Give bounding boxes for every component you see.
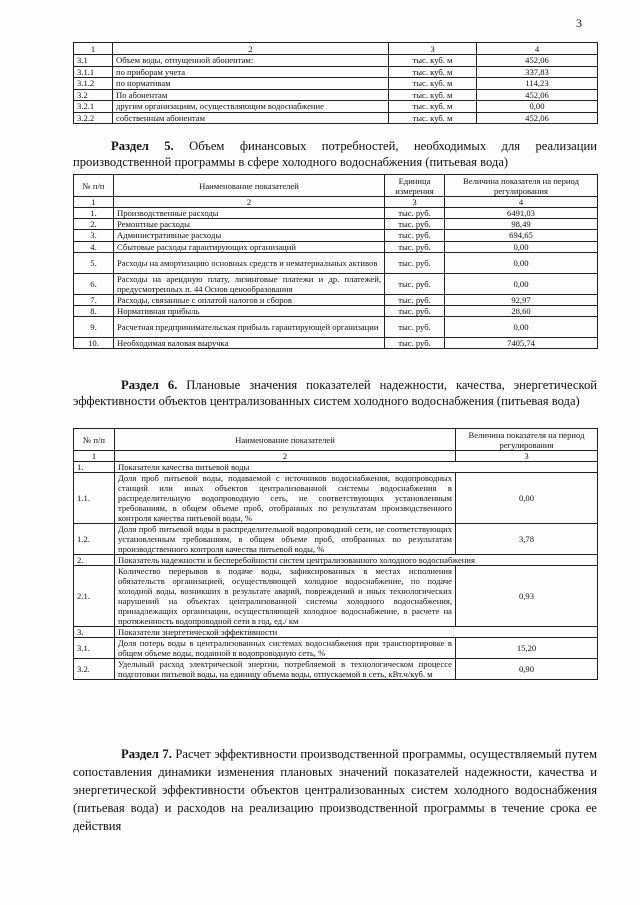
table-row (74, 273, 598, 294)
table-cell: Доля потерь воды в централизованных системах водоснабжения при транспортировке в общем объеме воды, поданной в водопроводную сеть, % (115, 638, 456, 659)
table-cell: Административные расходы (114, 230, 385, 241)
table-cell: 3,78 (456, 524, 598, 555)
table-cell: Количество перерывов в подаче воды, зафиксированных в местах исполнения обязательств организацией, осуществляющей холодное водоснабжение, по подаче холодной воды, возникших в результате аварий, повреждений и иных технологических нарушений на объектах централизованной системы холодного водоснабжения, принадлежащих организации, осуществляющей холодное водоснабжение, в расчете на протяженность водопроводной сети в год, ед./ км (115, 566, 456, 627)
table-row (74, 112, 598, 124)
table-cell: Единица измерения (385, 175, 445, 197)
table-cell: 7405,74 (445, 338, 598, 349)
table-cell: 1 (74, 197, 114, 208)
table-cell: 3 (456, 451, 598, 462)
table-cell: 4 (477, 43, 598, 55)
table-cell: 0,00 (445, 252, 598, 273)
table-cell: 452,06 (477, 55, 598, 67)
table-row (74, 197, 598, 208)
table-row (74, 78, 598, 90)
table-row (74, 89, 598, 101)
table-cell: 3.1. (74, 638, 115, 659)
table-cell: 15,20 (456, 638, 598, 659)
table-row (74, 659, 598, 680)
table-cell: тыс. куб. м (389, 89, 477, 101)
table-cell: тыс. руб. (385, 294, 445, 305)
table-row (74, 566, 598, 627)
table-cell: Показатели энергетической эффективности (115, 627, 598, 638)
table-row (74, 451, 598, 462)
table-cell: 2 (115, 451, 456, 462)
table-cell: 3.1.1 (74, 66, 113, 78)
table-cell: 1.2. (74, 524, 115, 555)
reliability-indicators-table (73, 428, 598, 680)
table-row (74, 219, 598, 230)
table-row (74, 462, 598, 473)
table-row (74, 555, 598, 566)
water-volume-table (73, 42, 598, 124)
table-cell: собственным абонентам (113, 112, 389, 124)
table-cell: Ремонтные расходы (114, 219, 385, 230)
table-cell: тыс. руб. (385, 241, 445, 252)
table-cell: 2. (74, 219, 114, 230)
table-row (74, 252, 598, 273)
table-cell: Расходы на арендную плату, лизинговые платежи и др. платежей, предусмотренных п. 44 Основ ценообразования (114, 273, 385, 294)
table-cell: Наименование показателей (115, 429, 456, 451)
table-row (74, 524, 598, 555)
table-cell: тыс. руб. (385, 317, 445, 338)
table-cell: Удельный расход электрической энергии, потребляемой в технологическом процессе подготовки питьевой воды, на единицу объема воды, отпускаемой в сеть, кВт.ч/куб. м (115, 659, 456, 680)
table-cell: 5. (74, 252, 114, 273)
table-cell: тыс. руб. (385, 273, 445, 294)
table-cell: 0,90 (456, 659, 598, 680)
table-cell: Необходимая валовая выручка (114, 338, 385, 349)
table-cell: № п/п (74, 175, 114, 197)
section5-heading: Раздел 5. Объем финансовых потребностей, необходимых для реализации производственной программы в сфере холодного водоснабжения (питьевая вода) (73, 139, 597, 169)
table-cell: 3.2.1 (74, 101, 113, 113)
table-cell: 4. (74, 241, 114, 252)
table-cell: 98,49 (445, 219, 598, 230)
table-cell: 3.2. (74, 659, 115, 680)
table-cell: 3 (385, 197, 445, 208)
table-cell: Расчетная предпринимательская прибыль гарантирующей организации (114, 317, 385, 338)
table-cell: тыс. руб. (385, 219, 445, 230)
table-row (74, 294, 598, 305)
table-cell: Расходы, связанные с оплатой налогов и сборов (114, 294, 385, 305)
table-cell: тыс. руб. (385, 338, 445, 349)
table-cell: 1. (74, 462, 115, 473)
table-cell: Величина показателя на период регулирования (456, 429, 598, 451)
table-cell: 2 (113, 43, 389, 55)
table-row (74, 175, 598, 197)
table-cell: 1.1. (74, 473, 115, 524)
table-cell: 3. (74, 627, 115, 638)
table-cell: 2 (114, 197, 385, 208)
table-cell: 0,00 (445, 241, 598, 252)
table-cell: тыс. руб. (385, 305, 445, 316)
table-cell: Сбытовые расходы гарантирующих организаций (114, 241, 385, 252)
table-cell: 10. (74, 338, 114, 349)
table-row (74, 627, 598, 638)
table-cell: тыс. руб. (385, 208, 445, 219)
financial-needs-table (73, 174, 598, 349)
table-cell: Расходы на амортизацию основных средств и нематериальных активов (114, 252, 385, 273)
table-row (74, 241, 598, 252)
table-cell: 3. (74, 230, 114, 241)
table-cell: тыс. руб. (385, 230, 445, 241)
table-row (74, 230, 598, 241)
table-cell: 694,65 (445, 230, 598, 241)
table-row (74, 305, 598, 316)
table-row (74, 55, 598, 67)
table-cell: 2.1. (74, 566, 115, 627)
table-cell: 3 (389, 43, 477, 55)
table-cell: тыс. куб. м (389, 101, 477, 113)
table-cell: 28,60 (445, 305, 598, 316)
table-cell: тыс. куб. м (389, 112, 477, 124)
table-cell: 0,00 (445, 317, 598, 338)
table-cell: 0,93 (456, 566, 598, 627)
table-row (74, 66, 598, 78)
table-cell: 2. (74, 555, 115, 566)
table-cell: 0,00 (456, 473, 598, 524)
table-row (74, 429, 598, 451)
table-cell: 92,97 (445, 294, 598, 305)
table-row (74, 338, 598, 349)
table-cell: Доля проб питьевой воды в распределительной водопроводной сети, не соответствующих установленным требованиям, в общем объеме проб, отобранных по результатам производственного контроля качества питьевой воды, % (115, 524, 456, 555)
table-cell: 452,06 (477, 112, 598, 124)
table-cell: по приборам учета (113, 66, 389, 78)
table-cell: тыс. куб. м (389, 55, 477, 67)
table-row (74, 473, 598, 524)
table-row (74, 638, 598, 659)
table-cell: 8. (74, 305, 114, 316)
table-cell: тыс. куб. м (389, 66, 477, 78)
table-cell: Показатели качества питьевой воды (115, 462, 598, 473)
table-cell: По абонентам (113, 89, 389, 101)
table-row (74, 208, 598, 219)
section7-heading: Раздел 7. Расчет эффективности производственной программы, осуществляемый путем сопоставления динамики изменения плановых значений показателей надежности, качества и энергетической эффективности объектов централизованных систем холодного водоснабжения (питьевая вода) и расходов на реализацию производственной программы в течение срока ее действия (73, 747, 597, 833)
table-cell: по нормативам (113, 78, 389, 90)
table-cell: 1 (74, 43, 113, 55)
section6-heading: Раздел 6. Плановые значения показателей надежности, качества, энергетической эффективности объектов централизованных систем холодного водоснабжения (питьевая вода) (73, 378, 597, 408)
table-cell: Величина показателя на период регулирования (445, 175, 598, 197)
table-cell: 3.1 (74, 55, 113, 67)
table-cell: 7. (74, 294, 114, 305)
table-cell: тыс. руб. (385, 252, 445, 273)
page-number: 3 (576, 16, 582, 30)
table-cell: Доля проб питьевой воды, подаваемой с источников водоснабжения, водопроводных станций или иных объектов централизованной системы водоснабжения в распределительную водопроводную сеть, не соответствующих установленным требованиям, в общем объеме проб, отобранных по результатам производственного контроля качества питьевой воды, % (115, 473, 456, 524)
table-cell: Производственные расходы (114, 208, 385, 219)
table-cell: 6. (74, 273, 114, 294)
table-cell: 4 (445, 197, 598, 208)
table-cell: 6491,03 (445, 208, 598, 219)
table-cell: Нормативная прибыль (114, 305, 385, 316)
table-cell: 1 (74, 451, 115, 462)
table-cell: № п/п (74, 429, 115, 451)
table-cell: другим организациям, осуществляющим водоснабжение (113, 101, 389, 113)
table-cell: 452,06 (477, 89, 598, 101)
table-cell: 0,00 (477, 101, 598, 113)
table-cell: 3.1.2 (74, 78, 113, 90)
table-cell: 114,23 (477, 78, 598, 90)
table-cell: Наименование показателей (114, 175, 385, 197)
table-cell: 3.2 (74, 89, 113, 101)
table-cell: 9. (74, 317, 114, 338)
table-cell: 0,00 (445, 273, 598, 294)
table-cell: 337,83 (477, 66, 598, 78)
table-cell: тыс. куб. м (389, 78, 477, 90)
table-cell: Объем воды, отпущенной абонентам: (113, 55, 389, 67)
table-row (74, 43, 598, 55)
table-cell: 1. (74, 208, 114, 219)
table-row (74, 101, 598, 113)
table-cell: 3.2.2 (74, 112, 113, 124)
table-row (74, 317, 598, 338)
table-cell: Показатель надежности и бесперебойности систем централизованного холодного водоснабжения (115, 555, 598, 566)
